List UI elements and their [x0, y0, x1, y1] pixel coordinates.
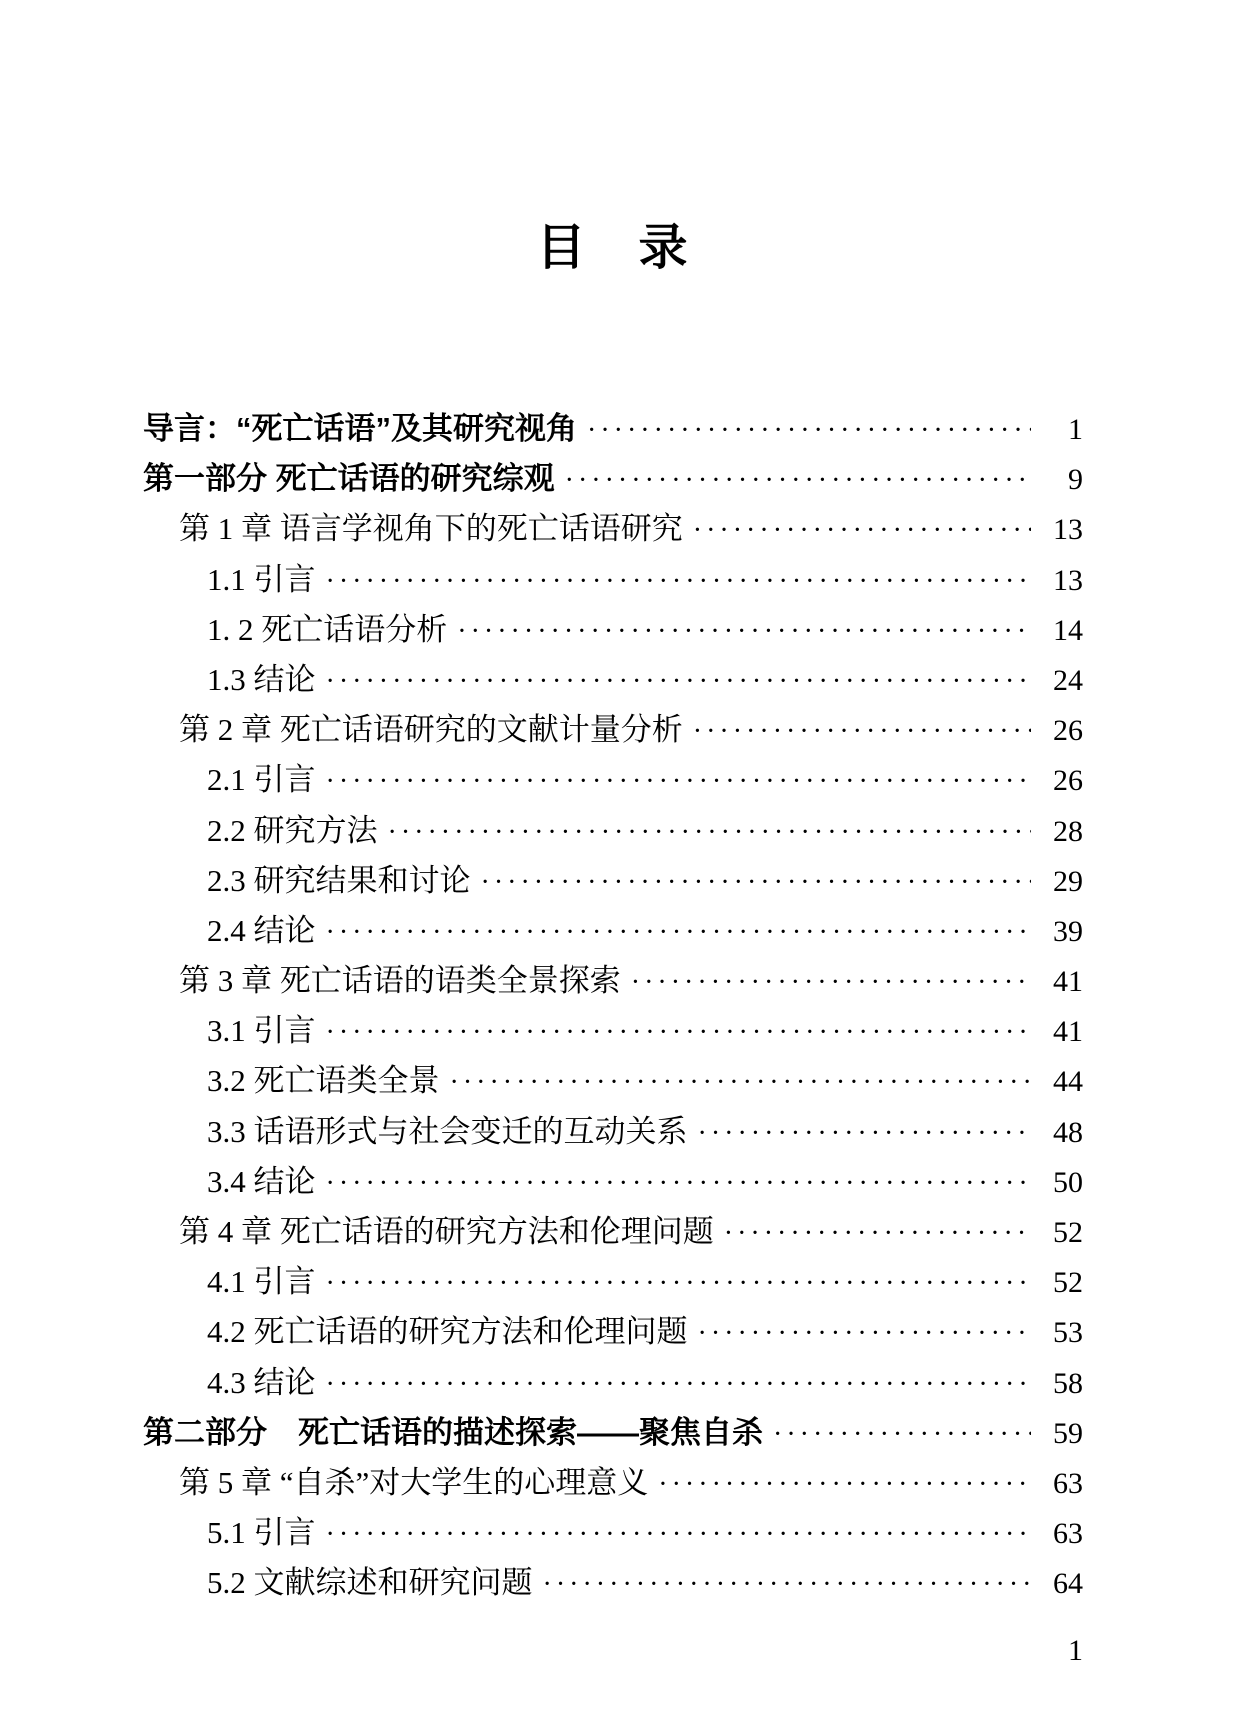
toc-entry-page: 44 [1053, 1065, 1083, 1099]
toc-entry-page: 13 [1053, 513, 1083, 547]
dot-leader [658, 1460, 1031, 1510]
dot-leader [326, 557, 1032, 607]
toc-entry-page: 63 [1053, 1517, 1083, 1551]
toc-entry-page: 13 [1053, 563, 1083, 597]
toc-entry [143, 605, 1083, 655]
toc-list [143, 404, 1083, 1609]
toc-entry-label: 2.1 引言 [207, 762, 316, 798]
toc-entry [143, 1056, 1083, 1106]
toc-entry-page: 24 [1053, 663, 1083, 697]
toc-entry-page: 41 [1053, 1015, 1083, 1049]
toc-entry [143, 1107, 1083, 1157]
toc-entry-label: 5.2 文献综述和研究问题 [207, 1565, 533, 1601]
toc-entry-page: 53 [1053, 1316, 1083, 1350]
toc-entry-label: 第 1 章 语言学视角下的死亡话语研究 [179, 511, 683, 547]
toc-entry-page: 59 [1053, 1416, 1083, 1450]
toc-entry-label: 第 5 章 “自杀”对大学生的心理意义 [179, 1464, 649, 1500]
toc-entry-label: 4.1 引言 [207, 1264, 316, 1300]
toc-entry [143, 404, 1083, 454]
toc-entry [143, 1358, 1083, 1408]
toc-entry-page: 41 [1053, 965, 1083, 999]
toc-entry-label: 5.1 引言 [207, 1515, 316, 1551]
dot-leader [326, 908, 1032, 958]
toc-entry-page: 48 [1053, 1115, 1083, 1149]
toc-entry [143, 1157, 1083, 1207]
toc-entry [143, 1006, 1083, 1056]
toc-entry-page: 64 [1053, 1567, 1083, 1601]
toc-entry-label: 第二部分 死亡话语的描述探索——聚焦自杀 [143, 1414, 763, 1450]
toc-entry-label: 导言：“死亡话语”及其研究视角 [143, 411, 577, 446]
toc-entry-page: 58 [1053, 1366, 1083, 1400]
toc-entry [143, 1257, 1083, 1307]
toc-entry [143, 555, 1083, 605]
dot-leader [698, 1109, 1032, 1159]
dot-leader [543, 1560, 1032, 1610]
toc-entry [143, 655, 1083, 705]
toc-entry [143, 755, 1083, 805]
toc-entry-label: 第 2 章 死亡话语研究的文献计量分析 [179, 712, 683, 748]
dot-leader [326, 1360, 1032, 1410]
toc-entry [143, 454, 1083, 504]
toc-entry [143, 856, 1083, 906]
toc-entry-label: 2.4 结论 [207, 912, 316, 948]
dot-leader [450, 1058, 1032, 1108]
dot-leader [693, 506, 1031, 556]
toc-entry-page: 52 [1053, 1266, 1083, 1300]
toc-entry [143, 1458, 1083, 1508]
toc-entry [143, 1558, 1083, 1608]
toc-entry [143, 906, 1083, 956]
toc-entry-label: 3.4 结论 [207, 1163, 316, 1199]
toc-entry-page: 50 [1053, 1165, 1083, 1199]
toc-entry [143, 1307, 1083, 1357]
toc-entry-label: 3.1 引言 [207, 1013, 316, 1049]
toc-entry-label: 4.3 结论 [207, 1364, 316, 1400]
toc-entry-page: 29 [1053, 864, 1083, 898]
toc-entry [143, 806, 1083, 856]
toc-entry-label: 第 3 章 死亡话语的语类全景探索 [179, 963, 621, 999]
toc-entry-label: 1.1 引言 [207, 561, 316, 597]
toc-entry-label: 3.2 死亡语类全景 [207, 1063, 440, 1099]
dot-leader [326, 1159, 1032, 1209]
toc-entry [143, 504, 1083, 554]
toc-entry [143, 1207, 1083, 1257]
toc-entry-label: 2.2 研究方法 [207, 812, 378, 848]
toc-entry-label: 1. 2 死亡话语分析 [207, 611, 448, 647]
toc-entry-page: 28 [1053, 814, 1083, 848]
dot-leader [698, 1309, 1032, 1359]
dot-leader [326, 657, 1032, 707]
toc-entry-label: 2.3 研究结果和讨论 [207, 862, 471, 898]
dot-leader [565, 456, 1031, 506]
footer-page-number: 1 [1068, 1634, 1083, 1667]
toc-entry-label: 3.3 话语形式与社会变迁的互动关系 [207, 1113, 688, 1149]
toc-entry-page: 26 [1053, 714, 1083, 748]
dot-leader [326, 1008, 1032, 1058]
dot-leader [388, 808, 1032, 858]
toc-entry [143, 956, 1083, 1006]
toc-entry-page: 63 [1053, 1466, 1083, 1500]
toc-entry-label: 第 4 章 死亡话语的研究方法和伦理问题 [179, 1214, 714, 1249]
toc-entry-page: 14 [1053, 613, 1083, 647]
dot-leader [457, 607, 1031, 657]
dot-leader [724, 1209, 1031, 1259]
toc-entry-page: 39 [1053, 914, 1083, 948]
toc-entry-page: 9 [1068, 463, 1083, 497]
toc-entry-page: 26 [1053, 764, 1083, 798]
dot-leader [631, 958, 1031, 1008]
page-title: 目 录 [536, 221, 690, 275]
dot-leader [587, 406, 1031, 456]
dot-leader [693, 707, 1031, 757]
toc-entry-page: 52 [1053, 1216, 1083, 1249]
toc-entry-label: 1.3 结论 [207, 661, 316, 697]
dot-leader [481, 858, 1032, 908]
dot-leader [773, 1410, 1031, 1460]
dot-leader [326, 1510, 1032, 1560]
dot-leader [326, 757, 1032, 807]
toc-entry [143, 705, 1083, 755]
toc-entry-page: 1 [1068, 413, 1083, 446]
dot-leader [326, 1259, 1032, 1309]
toc-entry [143, 1408, 1083, 1458]
toc-entry-label: 第一部分 死亡话语的研究综观 [143, 461, 555, 497]
toc-entry-label: 4.2 死亡话语的研究方法和伦理问题 [207, 1314, 688, 1350]
toc-entry [143, 1508, 1083, 1558]
